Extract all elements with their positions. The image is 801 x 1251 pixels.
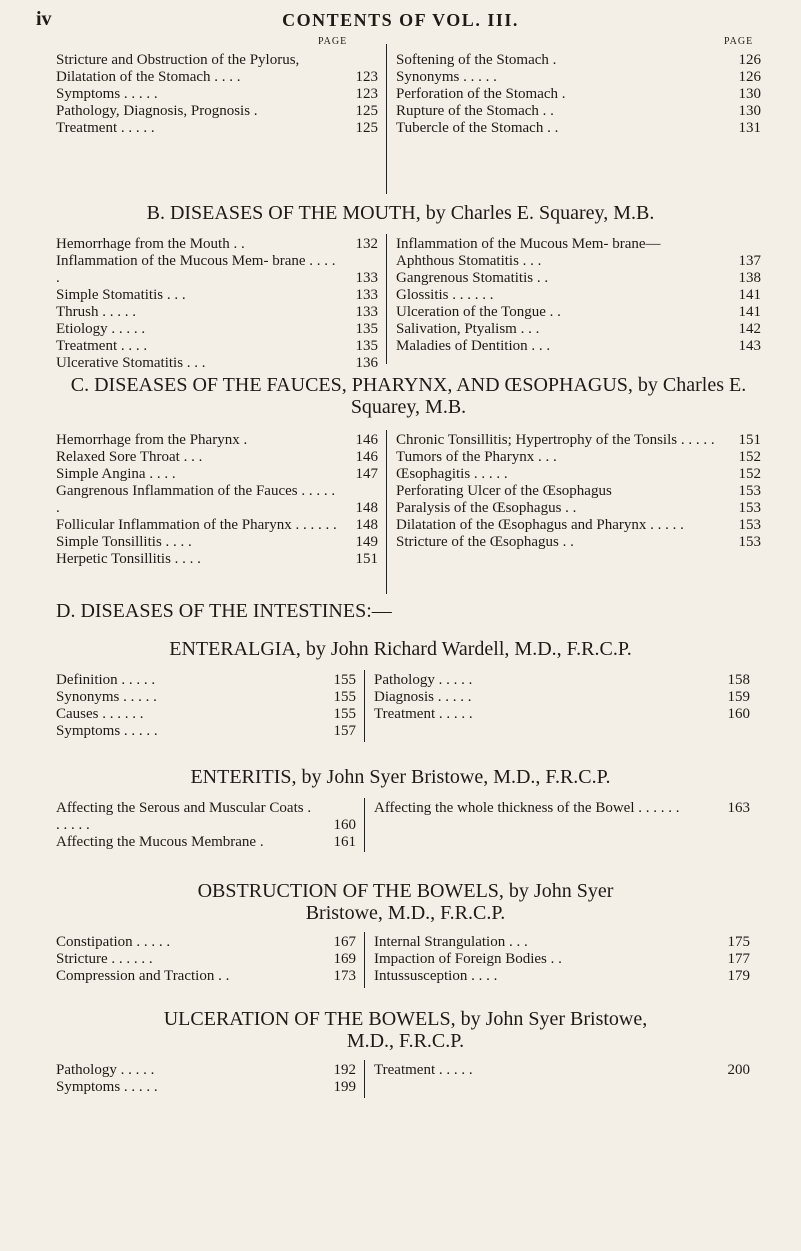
toc-entry — [56, 253, 378, 287]
toc-entry-page: 153 — [738, 483, 761, 499]
toc-entry-title: Treatment . . . . — [56, 338, 148, 354]
toc-entry-title: Affecting the Mucous Membrane . — [56, 834, 264, 850]
toc-column-right — [374, 672, 750, 723]
page-label-left: PAGE — [318, 36, 348, 47]
toc-entry-title: Etiology . . . . . — [56, 321, 146, 337]
toc-entry — [56, 1079, 356, 1096]
toc-entry-page: 148 — [355, 500, 378, 516]
toc-entry — [396, 86, 761, 103]
toc-entry — [56, 551, 378, 568]
toc-entry — [374, 968, 750, 985]
toc-entry-title: Treatment . . . . . — [56, 120, 155, 136]
toc-entry — [374, 951, 750, 968]
toc-entry-page: 155 — [333, 706, 356, 722]
toc-entry — [56, 723, 356, 740]
toc-entry-title: Aphthous Stomatitis . . . — [396, 253, 542, 269]
toc-column-right — [374, 800, 750, 817]
toc-entry — [56, 355, 378, 372]
toc-entry-page: 141 — [738, 304, 761, 320]
column-divider — [364, 1060, 365, 1098]
toc-entry-title: Stricture . . . . . . — [56, 951, 153, 967]
toc-entry — [396, 253, 761, 270]
toc-entry-title: Symptoms . . . . . — [56, 1079, 158, 1095]
toc-entry — [396, 483, 761, 500]
toc-entry-page: 153 — [738, 500, 761, 516]
toc-entry — [396, 517, 761, 534]
toc-entry — [396, 534, 761, 551]
toc-entry-page: 192 — [333, 1062, 356, 1078]
toc-entry-page: 125 — [355, 120, 378, 136]
toc-entry-page: 153 — [738, 517, 761, 533]
toc-entry-title: Ulceration of the Tongue . . — [396, 304, 561, 320]
toc-entry — [56, 968, 356, 985]
toc-entry-title: Definition . . . . . — [56, 672, 156, 688]
toc-entry — [56, 86, 378, 103]
toc-entry-title: Affecting the whole thickness of the Bowel . . . . . . — [374, 800, 680, 816]
toc-entry — [56, 800, 356, 834]
toc-entry — [56, 338, 378, 355]
column-divider — [364, 798, 365, 852]
toc-entry — [56, 304, 378, 321]
toc-entry-title: Internal Strangulation . . . — [374, 934, 528, 950]
toc-entry — [374, 706, 750, 723]
page-title: CONTENTS OF VOL. III. — [282, 10, 519, 30]
column-divider — [386, 234, 387, 364]
toc-entry-title: Simple Tonsillitis . . . . — [56, 534, 192, 550]
toc-entry-title: Stricture and Obstruction of the Pylorus, Dilatation of the Stomach . . . . — [56, 52, 300, 85]
toc-entry — [396, 270, 761, 287]
toc-entry-page: 138 — [738, 270, 761, 286]
toc-entry-page: 130 — [738, 103, 761, 119]
toc-entry — [396, 236, 761, 253]
toc-entry-title: Perforation of the Stomach . — [396, 86, 566, 102]
toc-entry — [56, 483, 378, 517]
toc-entry-title: Herpetic Tonsillitis . . . . — [56, 551, 201, 567]
toc-entry-title: Affecting the Serous and Muscular Coats . . . . . . — [56, 800, 312, 833]
toc-entry — [56, 449, 378, 466]
toc-entry — [56, 466, 378, 483]
toc-entry-page: 133 — [355, 287, 378, 303]
toc-entry — [396, 466, 761, 483]
toc-entry — [56, 321, 378, 338]
toc-entry-page: 169 — [333, 951, 356, 967]
toc-entry-title: Intussusception . . . . — [374, 968, 498, 984]
toc-entry-page: 152 — [738, 466, 761, 482]
toc-entry-title: Symptoms . . . . . — [56, 723, 158, 739]
toc-entry — [396, 52, 761, 69]
toc-entry — [396, 321, 761, 338]
toc-column-right — [396, 236, 761, 355]
toc-entry — [374, 689, 750, 706]
toc-entry-title: Salivation, Ptyalism . . . — [396, 321, 540, 337]
column-divider — [364, 932, 365, 988]
toc-entry-title: Softening of the Stomach . — [396, 52, 557, 68]
toc-entry — [374, 934, 750, 951]
toc-entry-page: 160 — [333, 817, 356, 833]
toc-entry — [396, 432, 761, 449]
toc-entry — [56, 951, 356, 968]
toc-entry-title: Hemorrhage from the Mouth . . — [56, 236, 245, 252]
toc-entry-page: 151 — [738, 432, 761, 448]
toc-entry-page: 146 — [355, 432, 378, 448]
toc-entry-page: 135 — [355, 321, 378, 337]
section-title-fauces: C. DISEASES OF THE FAUCES, PHARYNX, AND ŒSOPHAGUS, by Charles E. Squarey, M.B. — [70, 374, 747, 418]
toc-column-right — [396, 52, 761, 137]
toc-entry-page: 155 — [333, 672, 356, 688]
toc-entry — [374, 800, 750, 817]
toc-entry-page: 135 — [355, 338, 378, 354]
toc-entry-title: Tubercle of the Stomach . . — [396, 120, 559, 136]
toc-column-left — [56, 1062, 356, 1096]
toc-entry-page: 125 — [355, 103, 378, 119]
toc-entry-title: Chronic Tonsillitis; Hypertrophy of the Tonsils . . . . . — [396, 432, 715, 448]
toc-entry-page: 163 — [727, 800, 750, 816]
toc-column-left — [56, 934, 356, 985]
toc-entry-title: Thrush . . . . . — [56, 304, 136, 320]
toc-entry-page: 149 — [355, 534, 378, 550]
toc-entry-page: 173 — [333, 968, 356, 984]
column-divider — [386, 44, 387, 194]
toc-entry — [56, 103, 378, 120]
toc-entry — [56, 672, 356, 689]
toc-entry-title: Œsophagitis . . . . . — [396, 466, 508, 482]
toc-entry-title: Diagnosis . . . . . — [374, 689, 472, 705]
toc-column-left — [56, 52, 378, 137]
toc-entry-title: Synonyms . . . . . — [56, 689, 157, 705]
toc-entry-title: Tumors of the Pharynx . . . — [396, 449, 557, 465]
toc-entry-page: 132 — [355, 236, 378, 252]
toc-column-right — [396, 432, 761, 551]
column-divider — [386, 430, 387, 594]
toc-entry-page: 158 — [727, 672, 750, 688]
toc-entry — [56, 706, 356, 723]
toc-entry-page: 153 — [738, 534, 761, 550]
toc-entry-page: 148 — [355, 517, 378, 533]
toc-entry-page: 123 — [355, 69, 378, 85]
toc-entry-title: Glossitis . . . . . . — [396, 287, 494, 303]
toc-entry — [396, 287, 761, 304]
toc-entry-page: 160 — [727, 706, 750, 722]
toc-entry-title: Simple Angina . . . . — [56, 466, 176, 482]
toc-entry-page: 159 — [727, 689, 750, 705]
toc-entry-title: Relaxed Sore Throat . . . — [56, 449, 203, 465]
toc-entry-title: Inflammation of the Mucous Mem- brane . . . . . — [56, 253, 336, 286]
toc-entry-page: 179 — [727, 968, 750, 984]
toc-entry-title: Inflammation of the Mucous Mem- brane— — [396, 236, 661, 252]
toc-entry-page: 133 — [355, 270, 378, 286]
toc-entry-page: 130 — [738, 86, 761, 102]
toc-column-left — [56, 432, 378, 568]
toc-entry-page: 142 — [738, 321, 761, 337]
toc-entry-page: 136 — [355, 355, 378, 371]
section-title-intestines: D. DISEASES OF THE INTESTINES:— — [56, 600, 392, 622]
toc-entry-page: 175 — [727, 934, 750, 950]
toc-entry-page: 199 — [333, 1079, 356, 1095]
toc-entry-title: Pathology . . . . . — [374, 672, 473, 688]
toc-entry — [56, 432, 378, 449]
toc-entry — [396, 304, 761, 321]
toc-entry — [396, 69, 761, 86]
toc-entry — [56, 287, 378, 304]
toc-entry — [396, 449, 761, 466]
toc-entry-title: Gangrenous Stomatitis . . — [396, 270, 549, 286]
toc-entry-title: Pathology . . . . . — [56, 1062, 155, 1078]
section-title-mouth: B. DISEASES OF THE MOUTH, by Charles E. Squarey, M.B. — [146, 202, 655, 224]
toc-entry-title: Dilatation of the Œsophagus and Pharynx . . . . . — [396, 517, 684, 533]
toc-entry-page: 177 — [727, 951, 750, 967]
toc-entry-page: 147 — [355, 466, 378, 482]
toc-entry-title: Treatment . . . . . — [374, 1062, 473, 1078]
toc-entry-title: Symptoms . . . . . — [56, 86, 158, 102]
toc-entry-page: 146 — [355, 449, 378, 465]
toc-entry — [56, 689, 356, 706]
toc-entry-title: Ulcerative Stomatitis . . . — [56, 355, 206, 371]
subsection-title-enteralgia: ENTERALGIA, by John Richard Wardell, M.D., F.R.C.P. — [169, 638, 632, 660]
toc-entry-page: 161 — [333, 834, 356, 850]
toc-entry-title: Pathology, Diagnosis, Prognosis . — [56, 103, 258, 119]
toc-entry-title: Follicular Inflammation of the Pharynx . . . . . . — [56, 517, 337, 533]
toc-entry-title: Impaction of Foreign Bodies . . — [374, 951, 562, 967]
toc-entry — [56, 236, 378, 253]
toc-entry — [56, 120, 378, 137]
toc-entry-page: 157 — [333, 723, 356, 739]
toc-entry-page: 167 — [333, 934, 356, 950]
toc-entry-title: Rupture of the Stomach . . — [396, 103, 554, 119]
toc-column-left — [56, 236, 378, 372]
toc-entry — [56, 534, 378, 551]
toc-entry — [374, 672, 750, 689]
toc-entry — [396, 120, 761, 137]
toc-entry — [56, 52, 378, 86]
toc-entry — [56, 934, 356, 951]
toc-entry-page: 200 — [727, 1062, 750, 1078]
subsection-title-enteritis: ENTERITIS, by John Syer Bristowe, M.D., F.R.C.P. — [190, 766, 611, 788]
toc-column-right — [374, 1062, 750, 1079]
toc-entry-page: 137 — [738, 253, 761, 269]
page-label-right: PAGE — [724, 36, 754, 47]
running-head — [36, 8, 765, 34]
toc-entry — [396, 338, 761, 355]
toc-entry-page: 133 — [355, 304, 378, 320]
toc-entry-title: Perforating Ulcer of the Œsophagus — [396, 483, 612, 499]
toc-entry-page: 152 — [738, 449, 761, 465]
toc-entry-page: 151 — [355, 551, 378, 567]
toc-entry-title: Synonyms . . . . . — [396, 69, 497, 85]
toc-entry-page: 141 — [738, 287, 761, 303]
toc-entry — [396, 500, 761, 517]
toc-column-left — [56, 800, 356, 851]
toc-entry — [56, 517, 378, 534]
toc-entry-title: Paralysis of the Œsophagus . . — [396, 500, 577, 516]
toc-entry — [56, 1062, 356, 1079]
toc-column-right — [374, 934, 750, 985]
toc-entry-title: Stricture of the Œsophagus . . — [396, 534, 574, 550]
toc-entry-title: Simple Stomatitis . . . — [56, 287, 186, 303]
toc-entry-title: Causes . . . . . . — [56, 706, 144, 722]
column-divider — [364, 670, 365, 742]
toc-entry — [396, 103, 761, 120]
subsection-title-obstruction: OBSTRUCTION OF THE BOWELS, by John Syer Bristowe, M.D., F.R.C.P. — [197, 880, 614, 924]
toc-entry-title: Compression and Traction . . — [56, 968, 230, 984]
toc-entry — [374, 1062, 750, 1079]
toc-entry-page: 131 — [738, 120, 761, 136]
toc-entry-page: 143 — [738, 338, 761, 354]
toc-entry-title: Treatment . . . . . — [374, 706, 473, 722]
toc-entry-page: 126 — [738, 69, 761, 85]
toc-entry-title: Maladies of Dentition . . . — [396, 338, 551, 354]
toc-entry-page: 123 — [355, 86, 378, 102]
toc-entry-page: 155 — [333, 689, 356, 705]
page-number: iv — [36, 8, 52, 30]
toc-entry-title: Hemorrhage from the Pharynx . — [56, 432, 248, 448]
toc-entry — [56, 834, 356, 851]
subsection-title-ulceration: ULCERATION OF THE BOWELS, by John Syer Bristowe, M.D., F.R.C.P. — [163, 1008, 648, 1052]
toc-entry-title: Gangrenous Inflammation of the Fauces . . . . . . — [56, 483, 336, 516]
toc-entry-page: 126 — [738, 52, 761, 68]
toc-entry-title: Constipation . . . . . — [56, 934, 171, 950]
toc-column-left — [56, 672, 356, 740]
